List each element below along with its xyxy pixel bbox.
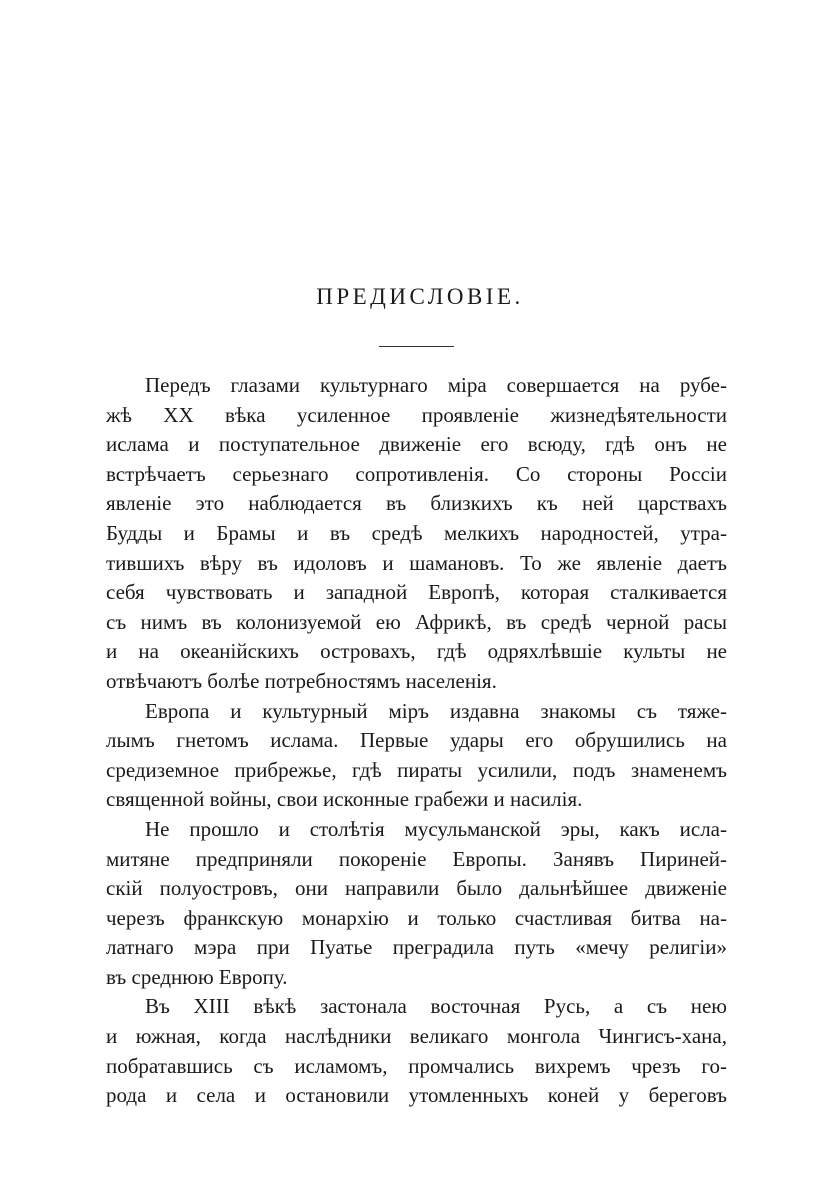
text-line: и на океанійскихъ островахъ, гдѣ одряхлѣвшіе культы не — [106, 639, 727, 664]
title-divider — [379, 346, 454, 347]
text-line: латнаго мэра при Пуатье преградила путь «мечу религіи» — [106, 935, 727, 960]
text-line: рода и села и остановили утомленныхъ коней у береговъ — [106, 1083, 727, 1108]
text-line: тившихъ вѣру въ идоловъ и шамановъ. То же явленіе даетъ — [106, 550, 727, 575]
text-line: съ нимъ въ колонизуемой ею Африкѣ, въ средѣ черной расы — [106, 609, 727, 634]
text-line: и южная, когда наслѣдники великаго монгола Чингисъ-хана, — [106, 1024, 727, 1049]
text-line: встрѣчаетъ серьезнаго сопротивленія. Со стороны Россіи — [106, 461, 727, 486]
text-line: Европа и культурный міръ издавна знакомы съ тяже- — [145, 698, 727, 723]
text-line: Будды и Брамы и въ средѣ мелкихъ народностей, утра- — [106, 520, 727, 545]
text-line: жѣ XX вѣка усиленное проявленіе жизнедѣятельности — [106, 402, 727, 427]
text-line: скій полуостровъ, они направили было дальнѣйшее движеніе — [106, 876, 727, 901]
text-line: себя чувствовать и западной Европѣ, которая сталкивается — [106, 580, 727, 605]
text-line: явленіе это наблюдается въ близкихъ къ ней царствахъ — [106, 491, 727, 516]
text-line: Не прошло и столѣтія мусульманской эры, какъ исла- — [145, 816, 727, 841]
text-line: черезъ франкскую монархію и только счастливая битва на- — [106, 905, 727, 930]
text-line: отвѣчаютъ болѣе потребностямъ населенія. — [106, 668, 497, 693]
page-title: ПРЕДИСЛОВІЕ. — [316, 284, 524, 309]
text-line: въ среднюю Европу. — [106, 964, 288, 989]
text-line: ислама и поступательное движеніе его всюду, гдѣ онъ не — [106, 432, 727, 457]
text-line: митяне предприняли покореніе Европы. Занявъ Пириней- — [106, 846, 727, 871]
text-line: Въ XIII вѣкѣ застонала восточная Русь, а съ нею — [145, 994, 727, 1019]
text-line: побратавшись съ исламомъ, промчались вихремъ чрезъ го- — [106, 1053, 727, 1078]
text-line: священной войны, свои исконные грабежи и насилія. — [106, 787, 583, 812]
text-line: средиземное прибрежье, гдѣ пираты усилили, подъ знаменемъ — [106, 757, 727, 782]
text-line: лымъ гнетомъ ислама. Первые удары его обрушились на — [106, 728, 727, 753]
text-line: Передъ глазами культурнаго міра совершается на рубе- — [145, 373, 727, 397]
preface-text — [106, 371, 727, 1111]
